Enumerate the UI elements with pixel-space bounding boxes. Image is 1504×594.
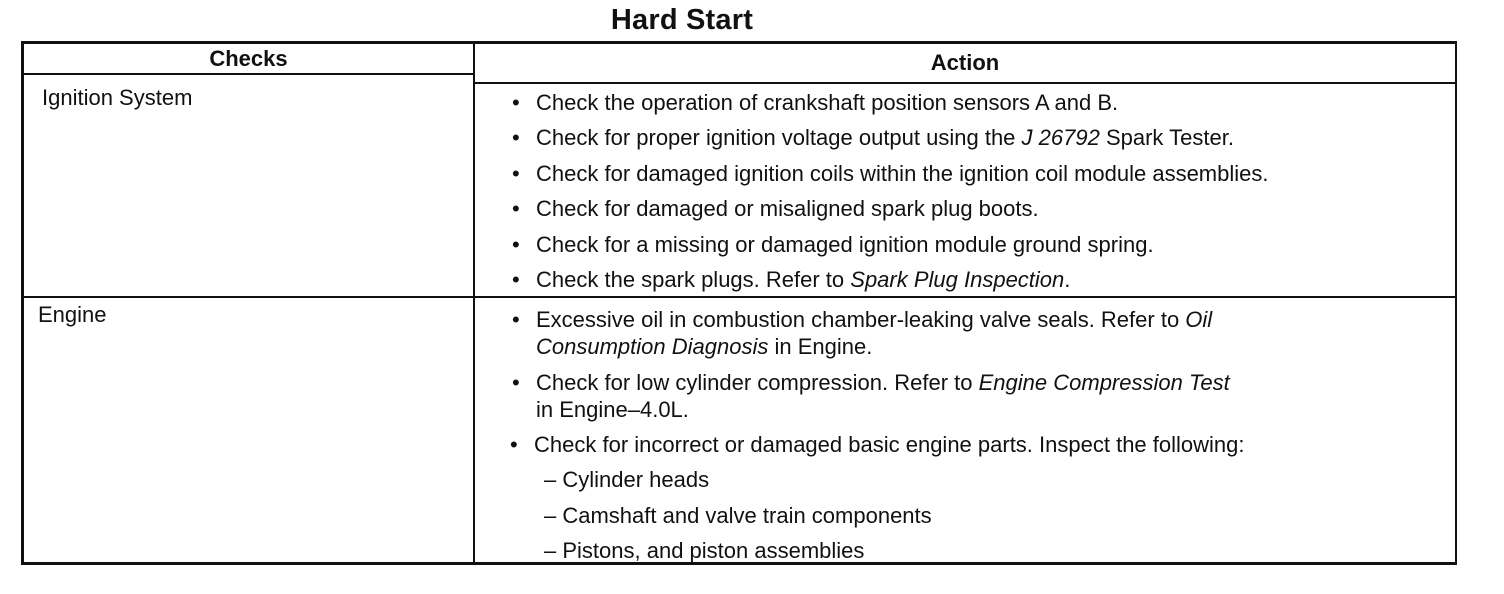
table-title: Hard Start: [610, 4, 754, 36]
header-divider-checks: [24, 73, 473, 75]
bullet-icon: •: [512, 196, 520, 221]
bullet-icon: •: [512, 267, 520, 292]
check-engine: Engine: [38, 302, 107, 327]
action-item: • Check for damaged or misaligned spark plug boots.: [512, 196, 1039, 221]
column-divider: [473, 44, 475, 562]
action-item: • Check for damaged ignition coils within the ignition coil module assemblies.: [512, 161, 1269, 186]
bullet-icon: •: [512, 232, 520, 257]
action-item: • Check the operation of crankshaft position sensors A and B.: [512, 90, 1119, 115]
action-item: • Check for proper ignition voltage output using the J 26792 Spark Tester.: [512, 125, 1234, 150]
action-item: • Check for low cylinder compression. Refer to Engine Compression Test in Engine–4.0L.: [512, 370, 1230, 422]
action-item: • Check the spark plugs. Refer to Spark Plug Inspection.: [512, 267, 1071, 292]
sub-item: – Cylinder heads: [544, 467, 710, 492]
row-divider: [24, 296, 1455, 298]
check-ignition-system: Ignition System: [42, 85, 193, 110]
action-item: • Check for incorrect or damaged basic engine parts. Inspect the following:: [510, 432, 1245, 457]
bullet-icon: •: [512, 90, 520, 115]
troubleshooting-table: [21, 41, 1457, 565]
action-item: • Check for a missing or damaged ignition module ground spring.: [512, 232, 1154, 257]
header-divider-action: [473, 82, 1455, 84]
bullet-icon: •: [512, 161, 520, 186]
column-header-checks: Checks: [209, 46, 288, 71]
bullet-icon: •: [512, 370, 520, 395]
action-item: • Excessive oil in combustion chamber-leaking valve seals. Refer to Oil Consumption Diagnosis in Engine.: [512, 307, 1213, 359]
sub-item: – Camshaft and valve train components: [544, 503, 932, 528]
bullet-icon: •: [512, 307, 520, 332]
bullet-icon: •: [512, 125, 520, 150]
sub-item: – Pistons, and piston assemblies: [544, 538, 865, 563]
column-header-action: Action: [930, 50, 1000, 75]
bullet-icon: •: [510, 432, 518, 457]
